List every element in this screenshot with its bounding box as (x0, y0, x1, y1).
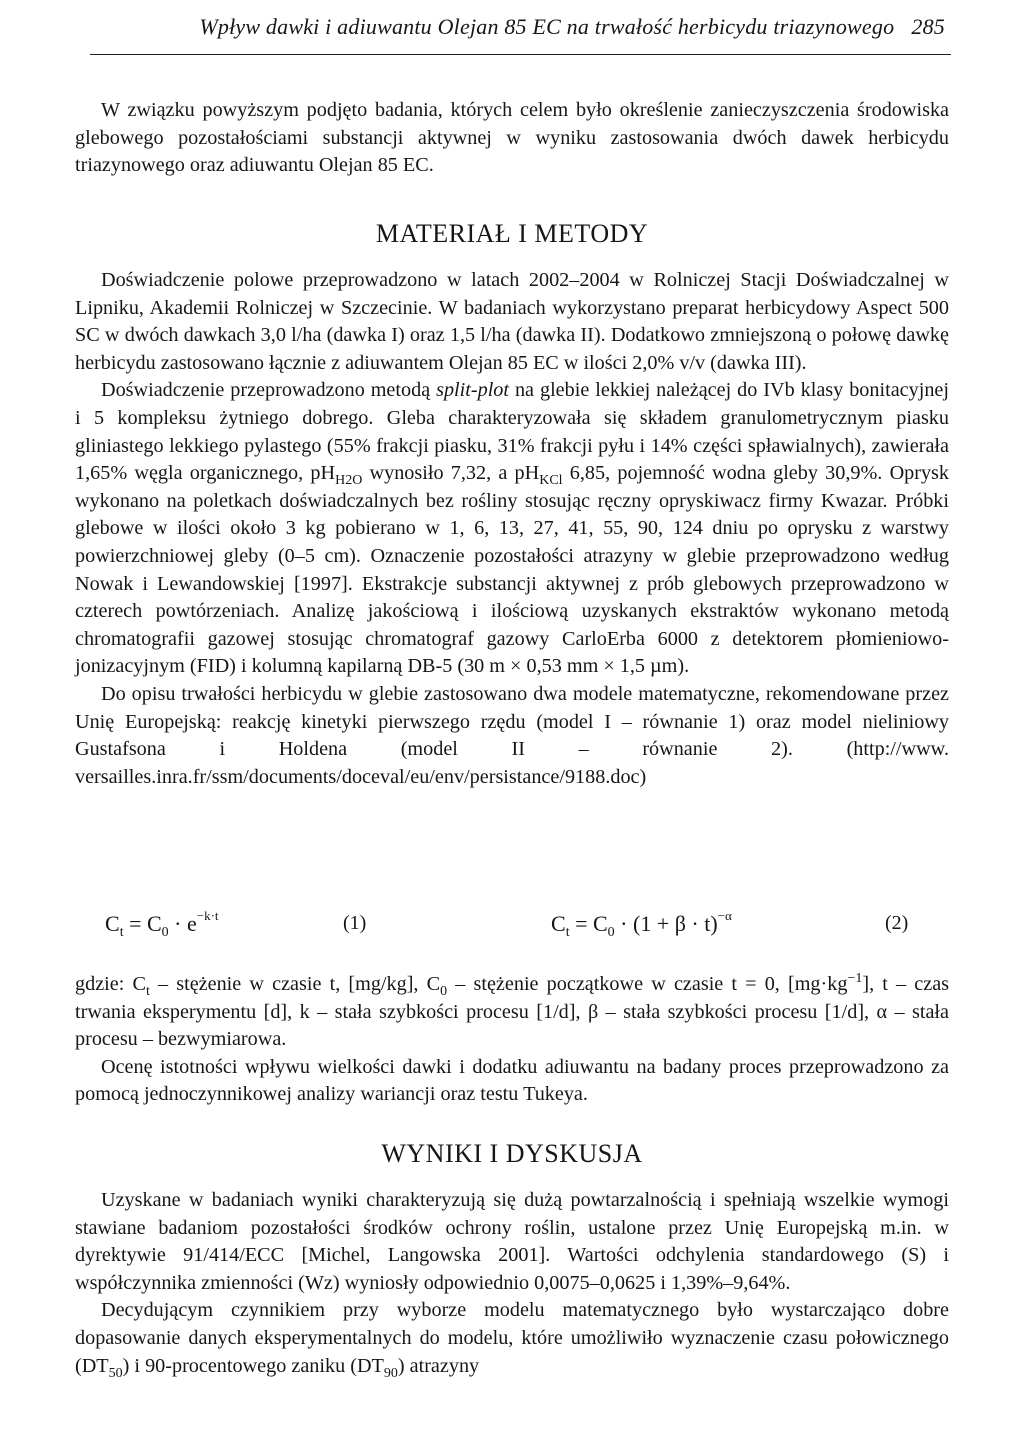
running-head (90, 14, 945, 40)
intro-section (75, 97, 949, 180)
where-section (75, 971, 949, 1109)
methods-paragraph-3: Do opisu trwałości herbicydu w glebie zastosowano dwa modele matematyczne, rekomendowane przez Unię Europejską: reakcję kinetyki pierwszego rzędu (model I – równanie 1) oraz model nieliniowy Gustafsona i Holdena (model II – równanie 2). (http://www. versailles.inra.fr/ssm/documents/doceval/eu/env/persistance/9188.doc) (75, 682, 949, 788)
section-title-results: WYNIKI I DYSKUSJA (381, 1139, 643, 1168)
methods-paragraph-1: Doświadczenie polowe przeprowadzono w latach 2002–2004 w Rolniczej Stacji Doświadczalnej w Lipniku, Akademii Rolniczej w Szczecinie. W badaniach wykorzystano preparat herbicydowy Aspect 500 SC w dwóch dawkach 3,0 l/ha (dawka I) oraz 1,5 l/ha (dawka II). Dodatkowo zmniejszoną o połowę dawkę herbicydu zastosowano łącznie z adiuwantem Olejan 85 EC w ilości 2,0% v/v (dawka III). (75, 269, 949, 374)
results-paragraph-2: Decydującym czynnikiem przy wyborze modelu matematycznego było wystarczająco dobre dopasowanie danych eksperymentalnych do modelu, które umożliwiło wyznaczenie czasu połowicznego $(DT_{50})$ i 90-procentowego zaniku $(DT_{90})$ atrazyny (75, 1299, 949, 1381)
intro-paragraph: W związku powyższym podjęto badania, których celem było określenie zanieczyszczenia środowiska glebowego pozostałościami substancji aktywnej w wyniku zastosowania dwóch dawek herbicydu triazynowego oraz adiuwantu Olejan 85 EC. (75, 99, 949, 177)
equation-2: $C_t = C_0 \cdot (1 + \beta \cdot t)^{-\alpha}$ (551, 908, 732, 940)
statistics-paragraph: Ocenę istotności wpływu wielkości dawki i dodatku adiuwantu na badany proces przeprowadzono za pomocą jednoczynnikowej analizy wariancji oraz testu Tukeya. (75, 1055, 949, 1106)
variable-definitions: gdzie: $C_t$ – stężenie w czasie t, [mg/kg], $C_0$ – stężenie początkowe w czasie t = 0, $[mg\cdot kg^{-1}]$, t – czas trwania eksperymentu [d], k – stała szybkości procesu [1/d], β – stała szybkości procesu [1/d], α – stała procesu – bezwymiarowa. (75, 971, 950, 1051)
equation-1-number: (1) (343, 912, 367, 934)
source-url: (http://www. versailles.inra.fr/ssm/documents/doceval/eu/env/persistance/9188.doc) (75, 738, 949, 788)
equation-1: $C_t = C_0 \cdot e^{-k\cdot t}$ (105, 908, 219, 940)
methods-paragraph-2: Doświadczenie przeprowadzono metodą split-plot na glebie lekkiej należącej do IVb klasy bonitacyjnej i 5 kompleksu żytniego dobrego. Gleba charakteryzowała się składem granulometrycznym piasku gliniastego lekkiego pylastego (55% frakcji piasku, 31% frakcji pyłu i 14% części spławialnych), zawierała 1,65% węgla organicznego, $pH_{H2O}$ wynosiło 7,32, a $pH_{KCl}$ 6,85, pojemność wodna gleby 30,9%. Oprysk wykonano na poletkach doświadczalnych bez rośliny stosując ręczny opryskiwacz firmy Kwazar. Próbki glebowe w ilości około 3 kg pobierano w 1, 6, 13, 27, 41, 55, 90, 124 dniu po oprysku z warstwy powierzchniowej gleby (0–5 cm). Oznaczenie pozostałości atrazyny w glebie przeprowadzono według Nowak i Lewandowskiej [1997]. Ekstrakcje substancji aktywnej z prób glebowych przeprowadzono w czterech powtórzeniach. Analizę jakościową i ilościową uzyskanych ekstraktów wykonano metodą chromatografii gazowej stosując chromatograf gazowy CarloErba 6000 z detektorem płomieniowo-jonizacyjnym (FID) i kolumną kapilarną DB-5 (30 m × 0,53 mm × 1,5 µm). (75, 379, 950, 678)
results-paragraph-1: Uzyskane w badaniach wyniki charakteryzują się dużą powtarzalnością i spełniają wszelkie wymogi stawiane badaniom pozostałości środków ochrony roślin, ustalone przez Unię Europejską m.in. w dyrektywie 91/414/ECC [Michel, Langowska 2001]. Wartości odchylenia standardowego (S) i współczynnika zmienności (Wz) wyniosły odpowiednio 0,0075–0,0625 i 1,39%–9,64%. (75, 1189, 949, 1294)
equation-2-number: (2) (885, 912, 909, 934)
section-title-methods: MATERIAŁ I METODY (375, 219, 649, 248)
page-number: 285 (911, 14, 945, 39)
italic-term: split-plot (436, 379, 510, 402)
running-title: Wpływ dawki i adiuwantu Olejan 85 EC na trwałość herbicydu triazynowego (199, 14, 895, 39)
methods-section (75, 267, 949, 791)
results-section (75, 1187, 949, 1380)
header-rule (90, 54, 951, 55)
